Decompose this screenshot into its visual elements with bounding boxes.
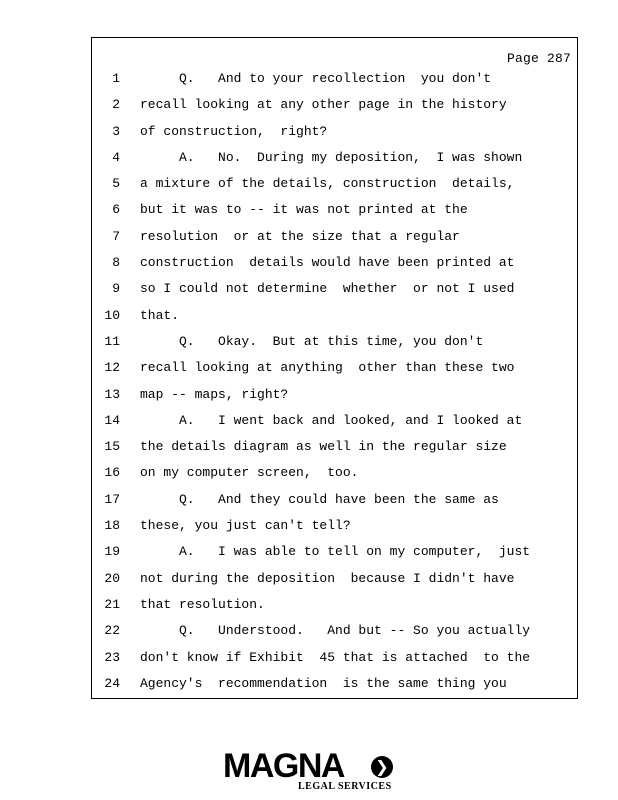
line-number: 22 bbox=[104, 623, 120, 639]
line-text: Q. Okay. But at this time, you don't bbox=[140, 333, 484, 349]
line-number: 18 bbox=[104, 518, 120, 534]
line-number: 12 bbox=[104, 360, 120, 376]
transcript-line bbox=[92, 255, 577, 281]
arrow-circle-icon: ❯ bbox=[371, 756, 393, 778]
line-text: A. No. During my deposition, I was shown bbox=[140, 149, 523, 165]
transcript-line bbox=[92, 308, 577, 334]
line-number: 20 bbox=[104, 570, 120, 586]
transcript-line bbox=[92, 176, 577, 202]
line-number: 1 bbox=[112, 71, 120, 86]
line-text: resolution or at the size that a regular bbox=[140, 228, 460, 244]
transcript-line bbox=[92, 71, 577, 97]
magna-logo bbox=[223, 748, 395, 794]
transcript-line bbox=[92, 202, 577, 228]
transcript-line bbox=[92, 439, 577, 465]
transcript-line bbox=[92, 281, 577, 307]
transcript-line bbox=[92, 676, 577, 702]
line-number: 15 bbox=[104, 439, 120, 455]
line-text: that. bbox=[140, 307, 180, 323]
line-number: 17 bbox=[104, 491, 120, 507]
line-number: 8 bbox=[112, 255, 120, 271]
line-number: 19 bbox=[104, 544, 120, 560]
line-text: so I could not determine whether or not I used bbox=[140, 281, 515, 297]
line-number: 23 bbox=[104, 649, 120, 665]
line-number: 10 bbox=[104, 307, 120, 323]
line-text: recall looking at any other page in the history bbox=[140, 97, 507, 113]
transcript-line bbox=[92, 518, 577, 544]
transcript-line bbox=[92, 650, 577, 676]
line-number: 9 bbox=[112, 281, 120, 297]
line-number: 6 bbox=[112, 202, 120, 218]
transcript-line bbox=[92, 623, 577, 649]
line-text: on my computer screen, too. bbox=[140, 465, 359, 481]
transcript-line bbox=[92, 334, 577, 360]
line-number: 16 bbox=[104, 465, 120, 481]
transcript-line bbox=[92, 492, 577, 518]
line-text: Q. And they could have been the same as bbox=[140, 491, 499, 507]
transcript-line bbox=[92, 571, 577, 597]
line-text: not during the deposition because I didn't have bbox=[140, 570, 515, 586]
line-text: map -- maps, right? bbox=[140, 386, 289, 402]
line-number: 11 bbox=[104, 333, 120, 349]
line-text: a mixture of the details, construction details, bbox=[140, 176, 515, 192]
logo-wordmark: MAGNA bbox=[223, 747, 344, 785]
line-number: 4 bbox=[112, 149, 120, 165]
transcript-page-frame bbox=[91, 37, 578, 699]
transcript-line bbox=[92, 465, 577, 491]
line-number: 5 bbox=[112, 176, 120, 192]
transcript-line bbox=[92, 387, 577, 413]
line-text: recall looking at anything other than these two bbox=[140, 360, 515, 376]
transcript-line bbox=[92, 150, 577, 176]
line-text: of construction, right? bbox=[140, 123, 328, 139]
transcript-line bbox=[92, 597, 577, 623]
line-number: 21 bbox=[104, 596, 120, 612]
line-text: Q. Understood. And but -- So you actually bbox=[140, 623, 531, 639]
line-number: 24 bbox=[104, 675, 120, 691]
transcript-line bbox=[92, 229, 577, 255]
line-number: 2 bbox=[112, 97, 120, 113]
line-number: 7 bbox=[112, 228, 120, 244]
line-text: that resolution. bbox=[140, 596, 265, 612]
transcript-line bbox=[92, 124, 577, 150]
line-text: A. I went back and looked, and I looked at bbox=[140, 412, 523, 428]
transcript-lines bbox=[92, 71, 577, 702]
transcript-line bbox=[92, 97, 577, 123]
line-number: 13 bbox=[104, 386, 120, 402]
line-text: don't know if Exhibit 45 that is attached to the bbox=[140, 649, 531, 665]
line-text: construction details would have been printed at bbox=[140, 255, 515, 271]
transcript-line bbox=[92, 413, 577, 439]
page-number: Page 287 bbox=[506, 51, 571, 66]
transcript-line bbox=[92, 360, 577, 386]
line-text: the details diagram as well in the regular size bbox=[140, 439, 507, 455]
line-text: Q. And to your recollection you don't bbox=[140, 71, 492, 86]
line-number: 14 bbox=[104, 412, 120, 428]
line-text: A. I was able to tell on my computer, just bbox=[140, 544, 531, 560]
line-number: 3 bbox=[112, 123, 120, 139]
line-text: these, you just can't tell? bbox=[140, 518, 351, 534]
line-text: but it was to -- it was not printed at the bbox=[140, 202, 468, 218]
line-text: Agency's recommendation is the same thing you bbox=[140, 675, 507, 691]
transcript-line bbox=[92, 544, 577, 570]
logo-subtitle: LEGAL SERVICES bbox=[298, 781, 392, 792]
